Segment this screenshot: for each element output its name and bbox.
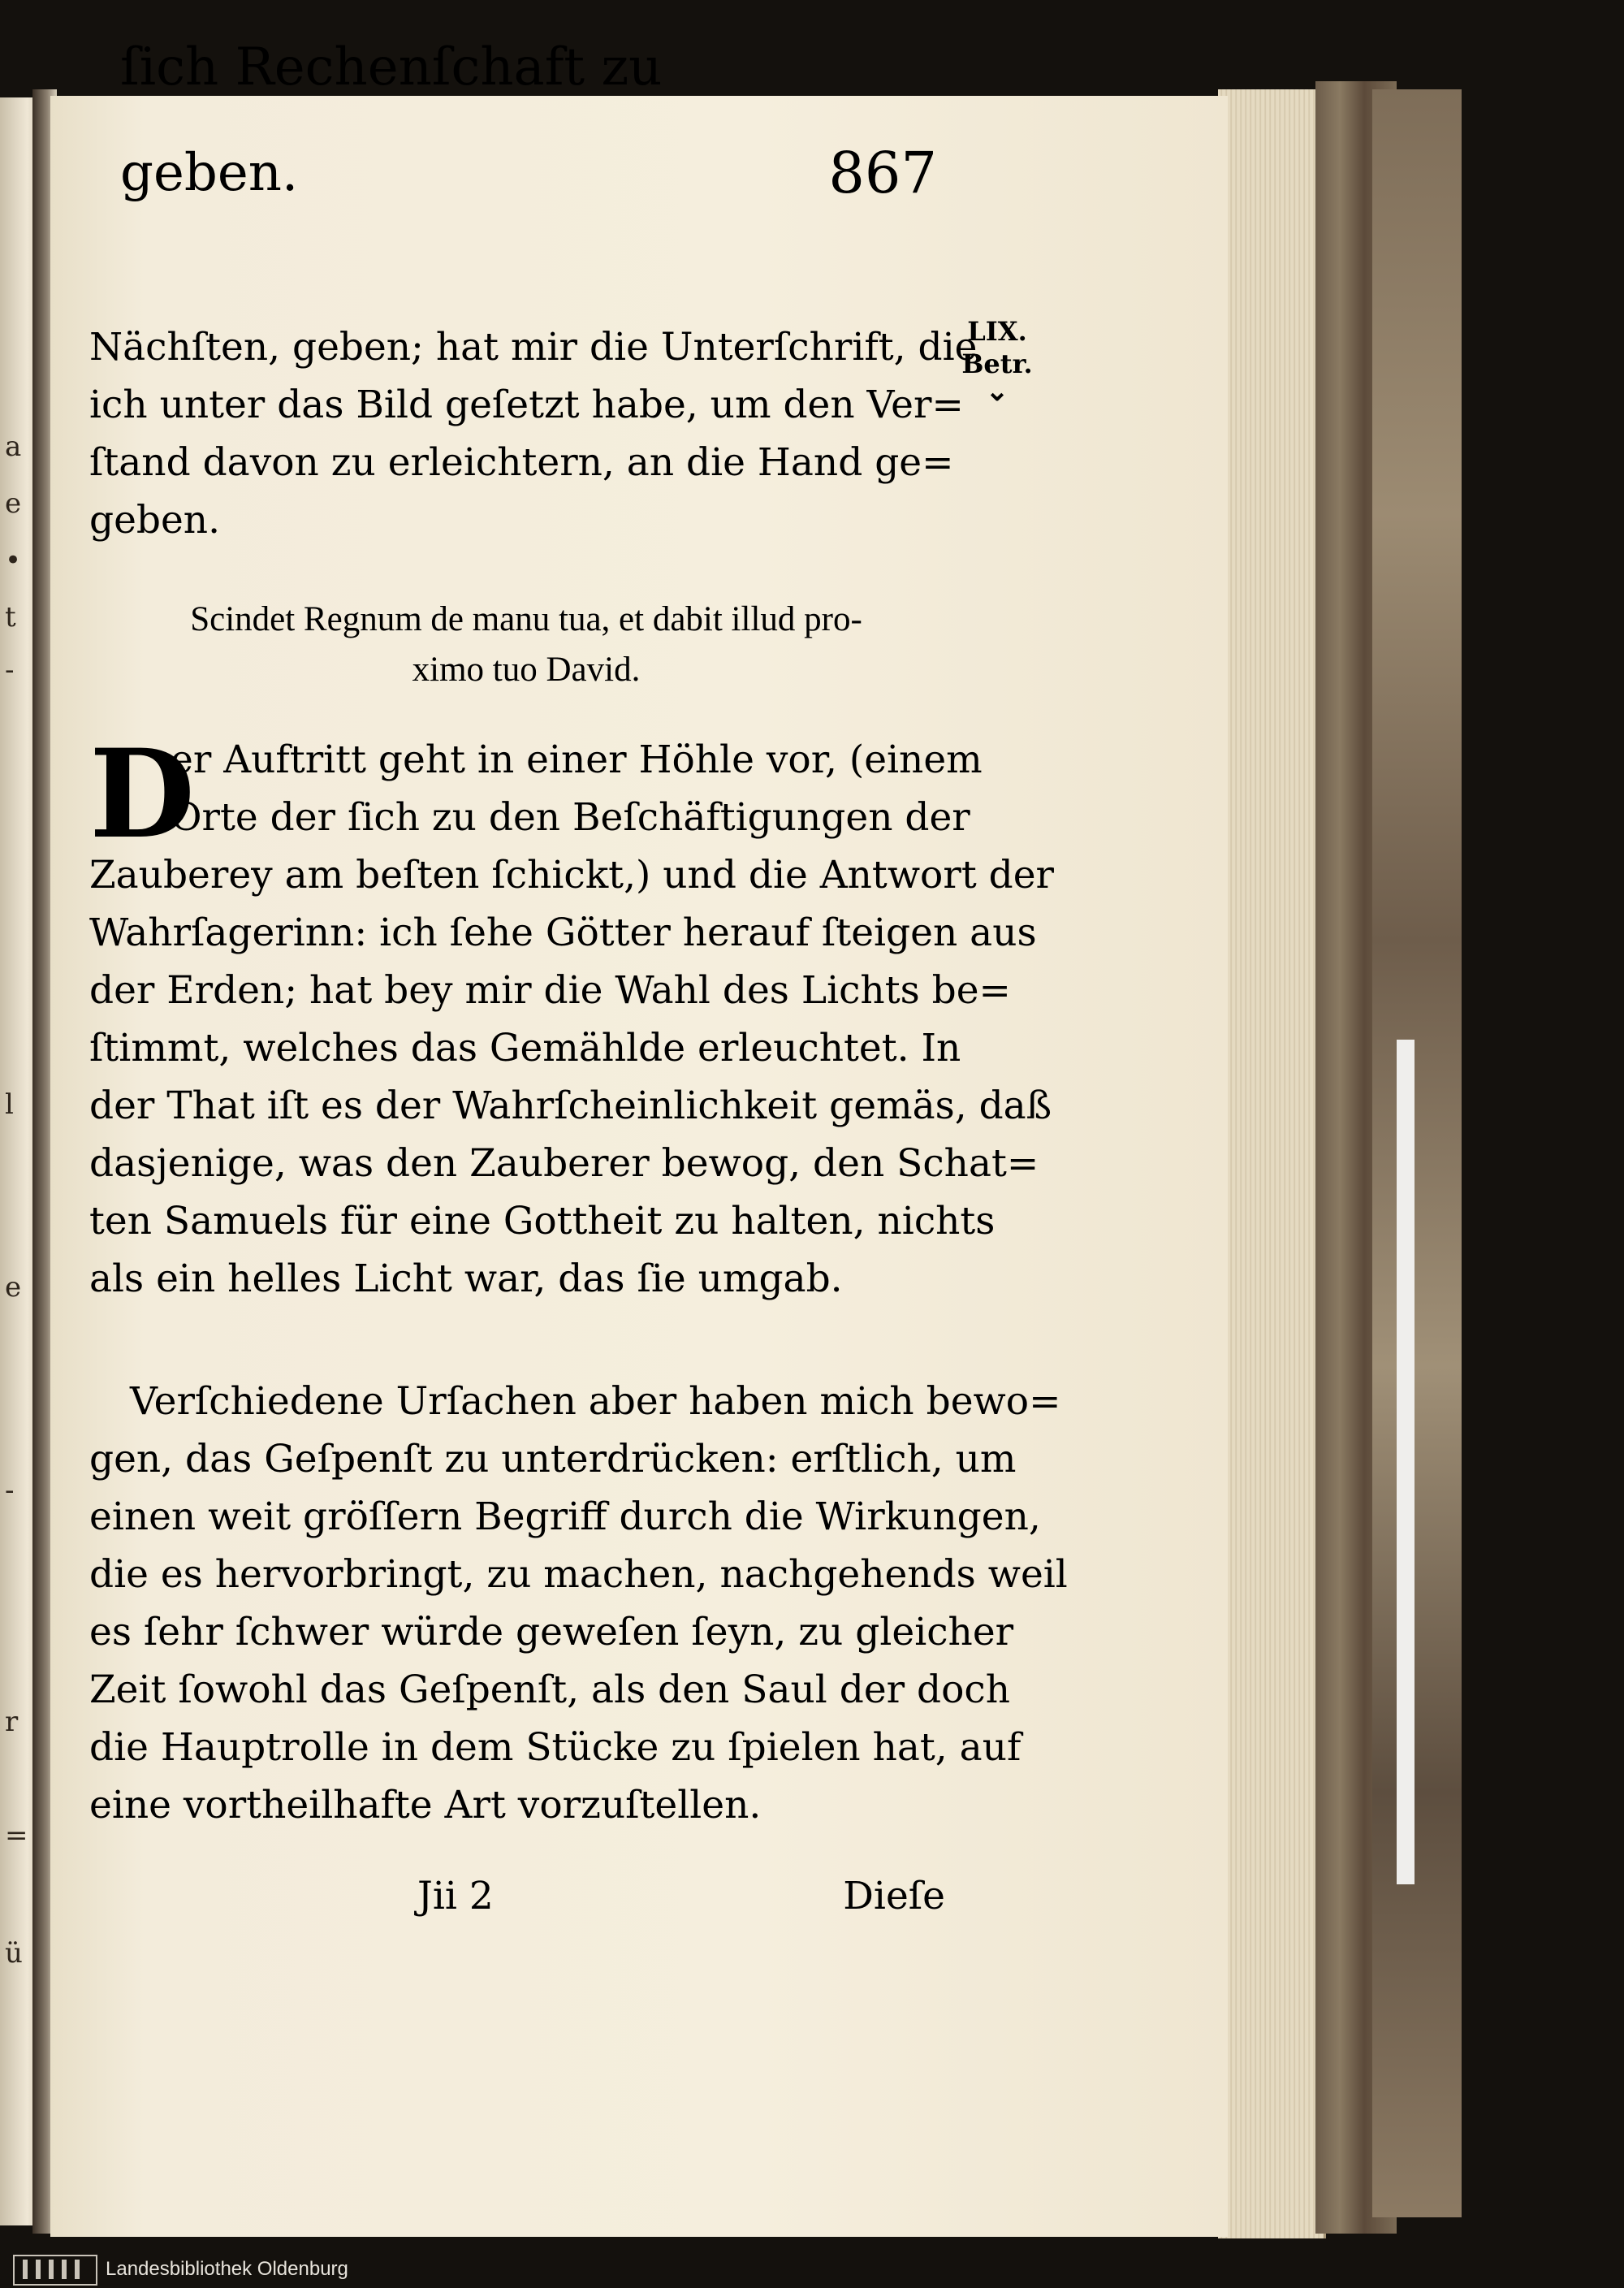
edge-char: l	[5, 1088, 14, 1121]
paragraph-1	[89, 318, 978, 549]
text-line: gen, das Geſpenſt zu unterdrücken: erſtlich, um	[89, 1437, 1017, 1481]
text-line: Zauberey am beſten ſchickt,) und die Antwort der	[89, 853, 1055, 897]
text-line: dasjenige, was den Zauberer bewog, den Schat=	[89, 1141, 1039, 1186]
library-logo-icon	[13, 2255, 97, 2286]
latin-quote	[104, 595, 948, 695]
text-line: er Auftritt geht in einer Höhle vor, (einem	[171, 737, 983, 782]
page-stack-edge	[1218, 89, 1326, 2238]
text-line: ſtimmt, welches das Gemählde erleuchtet. In	[89, 1026, 961, 1070]
margin-note-number: LIX.	[967, 316, 1027, 347]
header-title: ſich Rechenſchaft zu geben.	[120, 37, 663, 203]
text-line: Wahrſagerinn: ich ſehe Götter herauf ſteigen aus	[89, 910, 1037, 955]
text-line: es ſehr ſchwer würde geweſen ſeyn, zu gleicher	[89, 1610, 1014, 1654]
signature-mark: Jii 2	[417, 1874, 494, 1918]
drop-cap: D	[89, 723, 196, 866]
text-line: geben.	[89, 498, 221, 543]
text-line: der That iſt es der Wahrſcheinlichkeit gemäs, daß	[89, 1083, 1052, 1128]
text-line: die Hauptrolle in dem Stücke zu ſpielen hat, auf	[89, 1725, 1021, 1770]
text-line: ich unter das Bild geſetzt habe, um den Ver=	[89, 383, 964, 427]
page-number: 867	[828, 140, 937, 206]
edge-char: e	[5, 1271, 22, 1304]
quote-line: Scindet Regnum de manu tua, et dabit illud pro-	[190, 600, 862, 638]
edge-char: -	[5, 1474, 15, 1507]
paper-strip	[1397, 1040, 1415, 1884]
running-header	[120, 37, 937, 226]
paragraph-3	[89, 1373, 1068, 1834]
text-line: die es hervorbringt, zu machen, nachgehends weil	[89, 1552, 1068, 1597]
book-board	[1372, 89, 1462, 2217]
edge-char: •	[5, 544, 22, 577]
text-line: eine vortheilhafte Art vorzuſtellen.	[89, 1783, 762, 1827]
catchline	[417, 1868, 945, 1925]
edge-char: r	[5, 1706, 19, 1738]
text-line: der Erden; hat bey mir die Wahl des Lichts be=	[89, 968, 1011, 1013]
edge-char: a	[5, 430, 22, 463]
brace-icon: ⌄	[985, 375, 1009, 408]
text-line: Orte der ſich zu den Beſchäftigungen der	[171, 795, 970, 840]
margin-note-label: Betr.	[961, 348, 1033, 379]
text-line: ſtand davon zu erleichtern, an die Hand ge=	[89, 440, 954, 485]
edge-char: ü	[5, 1937, 23, 1970]
edge-char: t	[5, 601, 16, 634]
text-line: Verſchiedene Urſachen aber haben mich bewo=	[130, 1379, 1061, 1424]
text-line: Nächſten, geben; hat mir die Unterſchrift, die	[89, 325, 978, 370]
text-line: Zeit ſowohl das Geſpenſt, als den Saul der doch	[89, 1667, 1011, 1712]
text-line: ten Samuels für eine Gottheit zu halten, nichts	[89, 1199, 996, 1243]
paragraph-2	[89, 723, 1055, 1308]
edge-char: e	[5, 487, 22, 520]
library-name: Landesbibliothek Oldenburg	[106, 2258, 348, 2280]
edge-char: -	[5, 654, 15, 686]
text-line: als ein helles Licht war, das ſie umgab.	[89, 1256, 843, 1301]
edge-char: =	[5, 1819, 28, 1852]
text-line: einen weit gröſſern Begriff durch die Wirkungen,	[89, 1494, 1041, 1539]
catchword: Dieſe	[843, 1874, 945, 1918]
quote-line: ximo tuo David.	[412, 651, 641, 689]
